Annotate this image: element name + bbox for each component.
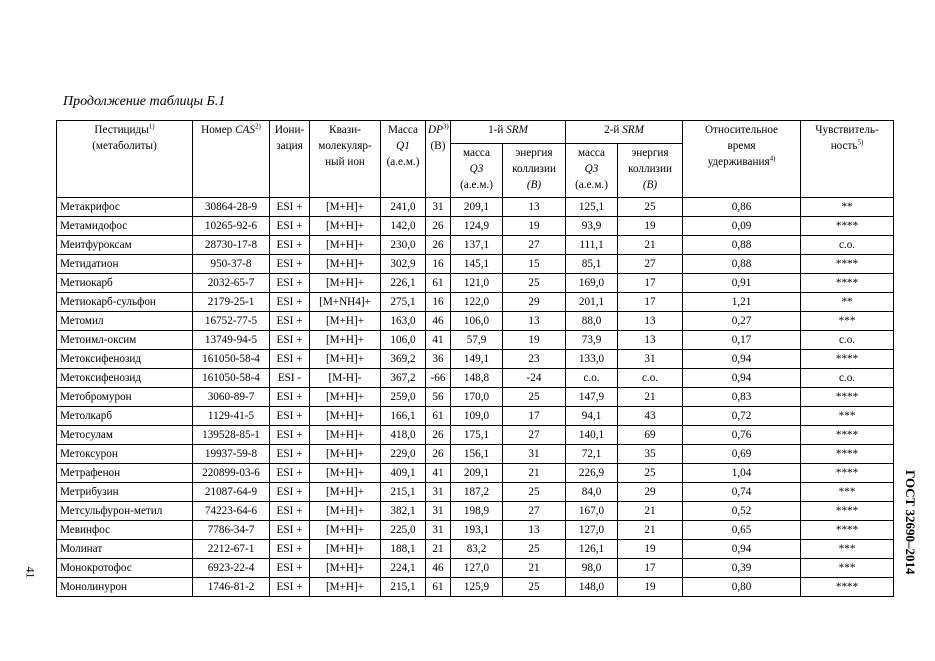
cell-srm2-mass: 140,1 — [566, 426, 618, 445]
cell-retention-time: 0,72 — [683, 407, 801, 426]
cell-srm2-energy: 27 — [618, 255, 683, 274]
cell-srm2-energy: 35 — [618, 445, 683, 464]
cell-srm1-mass: 148,8 — [451, 369, 503, 388]
cell-ionization: ESI + — [270, 464, 310, 483]
cell-srm2-mass: 127,0 — [566, 521, 618, 540]
cell-ionization: ESI + — [270, 198, 310, 217]
cell-cas: 950-37-8 — [193, 255, 270, 274]
cell-quasi-ion: [M+H]+ — [310, 521, 381, 540]
cell-pesticide: Метсульфурон-метил — [57, 502, 193, 521]
cell-srm2-mass: 111,1 — [566, 236, 618, 255]
cell-sensitivity: **** — [801, 388, 894, 407]
cell-srm1-energy: -24 — [503, 369, 566, 388]
cell-pesticide: Метамидофос — [57, 217, 193, 236]
cell-retention-time: 0,17 — [683, 331, 801, 350]
cell-dp: 56 — [426, 388, 451, 407]
cell-srm1-mass: 156,1 — [451, 445, 503, 464]
cell-srm1-energy: 21 — [503, 559, 566, 578]
cell-srm1-mass: 122,0 — [451, 293, 503, 312]
cell-srm2-energy: 43 — [618, 407, 683, 426]
cell-pesticide: Метиокарб — [57, 274, 193, 293]
cell-sensitivity: ** — [801, 198, 894, 217]
cell-srm2-mass: 73,9 — [566, 331, 618, 350]
table-row — [57, 445, 894, 464]
cell-sensitivity: **** — [801, 521, 894, 540]
table-header — [57, 121, 894, 198]
cell-ionization: ESI + — [270, 388, 310, 407]
cell-mass-q1: 418,0 — [381, 426, 426, 445]
cell-dp: 41 — [426, 464, 451, 483]
cell-ionization: ESI + — [270, 236, 310, 255]
cell-sensitivity: *** — [801, 483, 894, 502]
cell-pesticide: Молинат — [57, 540, 193, 559]
cell-mass-q1: 275,1 — [381, 293, 426, 312]
header-srm2: 2-й SRM — [566, 121, 683, 144]
cell-pesticide: Метомил — [57, 312, 193, 331]
cell-mass-q1: 259,0 — [381, 388, 426, 407]
header-cas: Номер CAS$^{2)}$ — [193, 121, 270, 198]
cell-cas: 1129-41-5 — [193, 407, 270, 426]
cell-sensitivity: **** — [801, 464, 894, 483]
cell-srm2-mass: 133,0 — [566, 350, 618, 369]
cell-pesticide: Метолкарб — [57, 407, 193, 426]
table-row — [57, 350, 894, 369]
cell-retention-time: 0,69 — [683, 445, 801, 464]
cell-retention-time: 0,91 — [683, 274, 801, 293]
table-row — [57, 198, 894, 217]
cell-srm2-mass: 148,0 — [566, 578, 618, 597]
cell-srm1-energy: 27 — [503, 236, 566, 255]
cell-dp: 61 — [426, 274, 451, 293]
cell-retention-time: 0,09 — [683, 217, 801, 236]
cell-mass-q1: 215,1 — [381, 578, 426, 597]
cell-mass-q1: 409,1 — [381, 464, 426, 483]
cell-pesticide: Метиокарб-сульфон — [57, 293, 193, 312]
cell-retention-time: 0,80 — [683, 578, 801, 597]
cell-sensitivity: ** — [801, 293, 894, 312]
cell-srm2-energy: 19 — [618, 578, 683, 597]
cell-srm1-mass: 187,2 — [451, 483, 503, 502]
table-row — [57, 331, 894, 350]
table-row — [57, 407, 894, 426]
header-ionization: Иони- зация — [270, 121, 310, 198]
cell-sensitivity: *** — [801, 559, 894, 578]
cell-pesticide: Метрибузин — [57, 483, 193, 502]
cell-mass-q1: 382,1 — [381, 502, 426, 521]
cell-ionization: ESI + — [270, 445, 310, 464]
cell-srm2-energy: с.о. — [618, 369, 683, 388]
cell-srm2-mass: 169,0 — [566, 274, 618, 293]
table-row — [57, 274, 894, 293]
cell-quasi-ion: [M+H]+ — [310, 483, 381, 502]
table-row — [57, 559, 894, 578]
cell-dp: 61 — [426, 407, 451, 426]
cell-srm1-mass: 137,1 — [451, 236, 503, 255]
cell-mass-q1: 302,9 — [381, 255, 426, 274]
header-srm1-energy: энергия коллизии (В) — [503, 144, 566, 198]
cell-sensitivity: с.о. — [801, 369, 894, 388]
cell-mass-q1: 224,1 — [381, 559, 426, 578]
cell-srm1-mass: 106,0 — [451, 312, 503, 331]
cell-srm1-mass: 170,0 — [451, 388, 503, 407]
cell-srm1-mass: 127,0 — [451, 559, 503, 578]
cell-srm2-energy: 17 — [618, 293, 683, 312]
cell-cas: 16752-77-5 — [193, 312, 270, 331]
cell-cas: 161050-58-4 — [193, 350, 270, 369]
cell-quasi-ion: [M+H]+ — [310, 559, 381, 578]
cell-ionization: ESI + — [270, 312, 310, 331]
cell-pesticide: Монолинурон — [57, 578, 193, 597]
cell-sensitivity: **** — [801, 502, 894, 521]
cell-srm1-energy: 17 — [503, 407, 566, 426]
cell-quasi-ion: [M+H]+ — [310, 445, 381, 464]
cell-mass-q1: 163,0 — [381, 312, 426, 331]
cell-pesticide: Метоимл-оксим — [57, 331, 193, 350]
cell-retention-time: 0,52 — [683, 502, 801, 521]
cell-sensitivity: с.о. — [801, 236, 894, 255]
cell-cas: 161050-58-4 — [193, 369, 270, 388]
cell-srm2-mass: 147,9 — [566, 388, 618, 407]
cell-quasi-ion: [M+H]+ — [310, 578, 381, 597]
cell-srm1-energy: 25 — [503, 274, 566, 293]
cell-sensitivity: *** — [801, 312, 894, 331]
cell-mass-q1: 188,1 — [381, 540, 426, 559]
cell-dp: 36 — [426, 350, 451, 369]
cell-cas: 1746-81-2 — [193, 578, 270, 597]
table-row — [57, 464, 894, 483]
cell-srm1-energy: 23 — [503, 350, 566, 369]
cell-ionization: ESI + — [270, 559, 310, 578]
cell-sensitivity: **** — [801, 217, 894, 236]
cell-retention-time: 1,04 — [683, 464, 801, 483]
cell-srm2-energy: 21 — [618, 236, 683, 255]
cell-cas: 139528-85-1 — [193, 426, 270, 445]
table-row — [57, 521, 894, 540]
pesticide-table — [56, 120, 894, 597]
cell-dp: 16 — [426, 293, 451, 312]
cell-ionization: ESI + — [270, 502, 310, 521]
cell-srm2-energy: 17 — [618, 274, 683, 293]
cell-pesticide: Метосулам — [57, 426, 193, 445]
cell-mass-q1: 367,2 — [381, 369, 426, 388]
cell-dp: 31 — [426, 521, 451, 540]
table-body — [57, 198, 894, 597]
header-srm2-energy: энергия коллизии (В) — [618, 144, 683, 198]
cell-dp: 31 — [426, 483, 451, 502]
cell-retention-time: 0,94 — [683, 350, 801, 369]
cell-pesticide: Мевинфос — [57, 521, 193, 540]
cell-pesticide: Монокротофос — [57, 559, 193, 578]
cell-quasi-ion: [M+H]+ — [310, 331, 381, 350]
cell-srm1-mass: 124,9 — [451, 217, 503, 236]
cell-quasi-ion: [M+NH4]+ — [310, 293, 381, 312]
cell-mass-q1: 106,0 — [381, 331, 426, 350]
cell-srm1-mass: 209,1 — [451, 198, 503, 217]
cell-mass-q1: 230,0 — [381, 236, 426, 255]
cell-srm2-mass: 201,1 — [566, 293, 618, 312]
cell-srm1-energy: 25 — [503, 540, 566, 559]
cell-retention-time: 0,83 — [683, 388, 801, 407]
cell-retention-time: 0,27 — [683, 312, 801, 331]
cell-ionization: ESI + — [270, 521, 310, 540]
cell-dp: -66 — [426, 369, 451, 388]
cell-dp: 46 — [426, 559, 451, 578]
cell-retention-time: 0,65 — [683, 521, 801, 540]
cell-dp: 46 — [426, 312, 451, 331]
cell-srm1-mass: 193,1 — [451, 521, 503, 540]
cell-ionization: ESI + — [270, 274, 310, 293]
cell-dp: 26 — [426, 236, 451, 255]
header-quasi-ion: Квази- молекуляр- ный ион — [310, 121, 381, 198]
cell-srm2-mass: 85,1 — [566, 255, 618, 274]
header-mass-q1: Масса Q1 (а.е.м.) — [381, 121, 426, 198]
cell-sensitivity: **** — [801, 274, 894, 293]
cell-cas: 19937-59-8 — [193, 445, 270, 464]
cell-srm2-energy: 17 — [618, 559, 683, 578]
cell-srm1-energy: 31 — [503, 445, 566, 464]
cell-mass-q1: 369,2 — [381, 350, 426, 369]
cell-retention-time: 0,76 — [683, 426, 801, 445]
cell-sensitivity: *** — [801, 540, 894, 559]
cell-ionization: ESI + — [270, 217, 310, 236]
cell-pesticide: Метоксифенозид — [57, 369, 193, 388]
cell-srm1-energy: 13 — [503, 521, 566, 540]
cell-srm1-energy: 25 — [503, 388, 566, 407]
cell-retention-time: 0,94 — [683, 369, 801, 388]
cell-cas: 13749-94-5 — [193, 331, 270, 350]
table-row — [57, 312, 894, 331]
cell-srm1-energy: 27 — [503, 426, 566, 445]
table-row — [57, 255, 894, 274]
cell-cas: 2032-65-7 — [193, 274, 270, 293]
cell-srm1-mass: 198,9 — [451, 502, 503, 521]
cell-retention-time: 0,88 — [683, 236, 801, 255]
cell-sensitivity: **** — [801, 426, 894, 445]
cell-dp: 26 — [426, 445, 451, 464]
cell-mass-q1: 166,1 — [381, 407, 426, 426]
header-sensitivity: Чувствитель- ность$^{5)}$ — [801, 121, 894, 198]
cell-cas: 28730-17-8 — [193, 236, 270, 255]
cell-pesticide: Меитфуроксам — [57, 236, 193, 255]
header-srm1: 1-й SRM — [451, 121, 566, 144]
cell-srm1-energy: 15 — [503, 255, 566, 274]
cell-pesticide: Метрафенон — [57, 464, 193, 483]
cell-retention-time: 0,39 — [683, 559, 801, 578]
cell-dp: 61 — [426, 578, 451, 597]
cell-ionization: ESI + — [270, 483, 310, 502]
cell-srm1-energy: 25 — [503, 483, 566, 502]
cell-quasi-ion: [M+H]+ — [310, 217, 381, 236]
cell-mass-q1: 226,1 — [381, 274, 426, 293]
cell-cas: 74223-64-6 — [193, 502, 270, 521]
cell-sensitivity: с.о. — [801, 331, 894, 350]
cell-srm1-energy: 21 — [503, 464, 566, 483]
cell-retention-time: 0,88 — [683, 255, 801, 274]
cell-mass-q1: 225,0 — [381, 521, 426, 540]
cell-srm1-mass: 125,9 — [451, 578, 503, 597]
cell-retention-time: 0,94 — [683, 540, 801, 559]
cell-pesticide: Метакрифос — [57, 198, 193, 217]
cell-srm2-mass: с.о. — [566, 369, 618, 388]
cell-sensitivity: **** — [801, 578, 894, 597]
cell-srm2-mass: 98,0 — [566, 559, 618, 578]
cell-cas: 3060-89-7 — [193, 388, 270, 407]
table-row — [57, 369, 894, 388]
cell-quasi-ion: [M+H]+ — [310, 464, 381, 483]
header-dp: DP$^{3)}$ (В) — [426, 121, 451, 198]
cell-srm2-energy: 13 — [618, 331, 683, 350]
table-caption: Продолжение таблицы Б.1 — [63, 94, 226, 109]
cell-sensitivity: **** — [801, 255, 894, 274]
cell-sensitivity: **** — [801, 445, 894, 464]
cell-quasi-ion: [M+H]+ — [310, 312, 381, 331]
cell-srm2-energy: 31 — [618, 350, 683, 369]
cell-retention-time: 0,74 — [683, 483, 801, 502]
cell-pesticide: Метидатион — [57, 255, 193, 274]
cell-srm1-energy: 25 — [503, 578, 566, 597]
cell-sensitivity: *** — [801, 407, 894, 426]
cell-retention-time: 1,21 — [683, 293, 801, 312]
header-srm1-mass: масса Q3 (а.е.м.) — [451, 144, 503, 198]
cell-srm1-energy: 29 — [503, 293, 566, 312]
cell-srm2-energy: 69 — [618, 426, 683, 445]
cell-quasi-ion: [M-H]- — [310, 369, 381, 388]
cell-ionization: ESI + — [270, 578, 310, 597]
header-pesticide: Пестициды$^{1)}$ (метаболиты) — [57, 121, 193, 198]
cell-quasi-ion: [M+H]+ — [310, 388, 381, 407]
cell-srm2-energy: 19 — [618, 217, 683, 236]
cell-srm2-mass: 126,1 — [566, 540, 618, 559]
table-row — [57, 578, 894, 597]
cell-srm2-mass: 88,0 — [566, 312, 618, 331]
cell-srm2-energy: 29 — [618, 483, 683, 502]
cell-mass-q1: 142,0 — [381, 217, 426, 236]
cell-srm1-energy: 19 — [503, 331, 566, 350]
cell-quasi-ion: [M+H]+ — [310, 502, 381, 521]
cell-ionization: ESI + — [270, 426, 310, 445]
cell-ionization: ESI + — [270, 350, 310, 369]
cell-cas: 10265-92-6 — [193, 217, 270, 236]
cell-ionization: ESI + — [270, 255, 310, 274]
cell-cas: 6923-22-4 — [193, 559, 270, 578]
table-row — [57, 217, 894, 236]
cell-pesticide: Метобромурон — [57, 388, 193, 407]
cell-pesticide: Метоксифенозид — [57, 350, 193, 369]
cell-pesticide: Метоксурон — [57, 445, 193, 464]
table-row — [57, 540, 894, 559]
cell-quasi-ion: [M+H]+ — [310, 407, 381, 426]
cell-srm1-energy: 13 — [503, 312, 566, 331]
cell-dp: 26 — [426, 217, 451, 236]
cell-quasi-ion: [M+H]+ — [310, 540, 381, 559]
cell-cas: 21087-64-9 — [193, 483, 270, 502]
cell-cas: 2179-25-1 — [193, 293, 270, 312]
cell-srm1-mass: 175,1 — [451, 426, 503, 445]
cell-ionization: ESI + — [270, 331, 310, 350]
cell-mass-q1: 241,0 — [381, 198, 426, 217]
cell-dp: 16 — [426, 255, 451, 274]
cell-srm1-mass: 57,9 — [451, 331, 503, 350]
table-row — [57, 388, 894, 407]
cell-mass-q1: 215,1 — [381, 483, 426, 502]
table-row — [57, 236, 894, 255]
cell-srm1-mass: 109,0 — [451, 407, 503, 426]
cell-dp: 31 — [426, 502, 451, 521]
cell-quasi-ion: [M+H]+ — [310, 426, 381, 445]
table-row — [57, 426, 894, 445]
cell-quasi-ion: [M+H]+ — [310, 198, 381, 217]
cell-srm2-mass: 84,0 — [566, 483, 618, 502]
cell-dp: 41 — [426, 331, 451, 350]
cell-srm1-energy: 27 — [503, 502, 566, 521]
cell-srm2-mass: 72,1 — [566, 445, 618, 464]
cell-srm2-mass: 93,9 — [566, 217, 618, 236]
cell-quasi-ion: [M+H]+ — [310, 350, 381, 369]
cell-srm2-energy: 13 — [618, 312, 683, 331]
cell-srm2-energy: 25 — [618, 198, 683, 217]
cell-srm2-energy: 21 — [618, 521, 683, 540]
cell-srm2-energy: 21 — [618, 388, 683, 407]
cell-srm2-mass: 94,1 — [566, 407, 618, 426]
cell-srm1-mass: 149,1 — [451, 350, 503, 369]
cell-ionization: ESI + — [270, 293, 310, 312]
cell-srm1-mass: 145,1 — [451, 255, 503, 274]
table-row — [57, 293, 894, 312]
cell-quasi-ion: [M+H]+ — [310, 236, 381, 255]
cell-ionization: ESI + — [270, 407, 310, 426]
cell-retention-time: 0,86 — [683, 198, 801, 217]
cell-mass-q1: 229,0 — [381, 445, 426, 464]
cell-srm1-energy: 13 — [503, 198, 566, 217]
header-retention-time: Относительное время удерживания$^{4)}$ — [683, 121, 801, 198]
cell-dp: 26 — [426, 426, 451, 445]
cell-cas: 30864-28-9 — [193, 198, 270, 217]
cell-srm1-mass: 209,1 — [451, 464, 503, 483]
cell-ionization: ESI + — [270, 540, 310, 559]
cell-srm2-energy: 25 — [618, 464, 683, 483]
cell-srm2-energy: 19 — [618, 540, 683, 559]
cell-quasi-ion: [M+H]+ — [310, 274, 381, 293]
cell-dp: 31 — [426, 198, 451, 217]
cell-srm2-energy: 21 — [618, 502, 683, 521]
cell-quasi-ion: [M+H]+ — [310, 255, 381, 274]
cell-dp: 21 — [426, 540, 451, 559]
table-row — [57, 483, 894, 502]
header-srm2-mass: масса Q3 (а.е.м.) — [566, 144, 618, 198]
cell-ionization: ESI - — [270, 369, 310, 388]
cell-cas: 2212-67-1 — [193, 540, 270, 559]
cell-sensitivity: **** — [801, 350, 894, 369]
cell-cas: 220899-03-6 — [193, 464, 270, 483]
gost-standard-label: ГОСТ 32690–2014 — [903, 470, 918, 575]
table-row — [57, 502, 894, 521]
cell-cas: 7786-34-7 — [193, 521, 270, 540]
cell-srm2-mass: 167,0 — [566, 502, 618, 521]
cell-srm2-mass: 125,1 — [566, 198, 618, 217]
cell-srm2-mass: 226,9 — [566, 464, 618, 483]
cell-srm1-energy: 19 — [503, 217, 566, 236]
cell-srm1-mass: 83,2 — [451, 540, 503, 559]
page-number: 41 — [23, 566, 38, 579]
cell-srm1-mass: 121,0 — [451, 274, 503, 293]
